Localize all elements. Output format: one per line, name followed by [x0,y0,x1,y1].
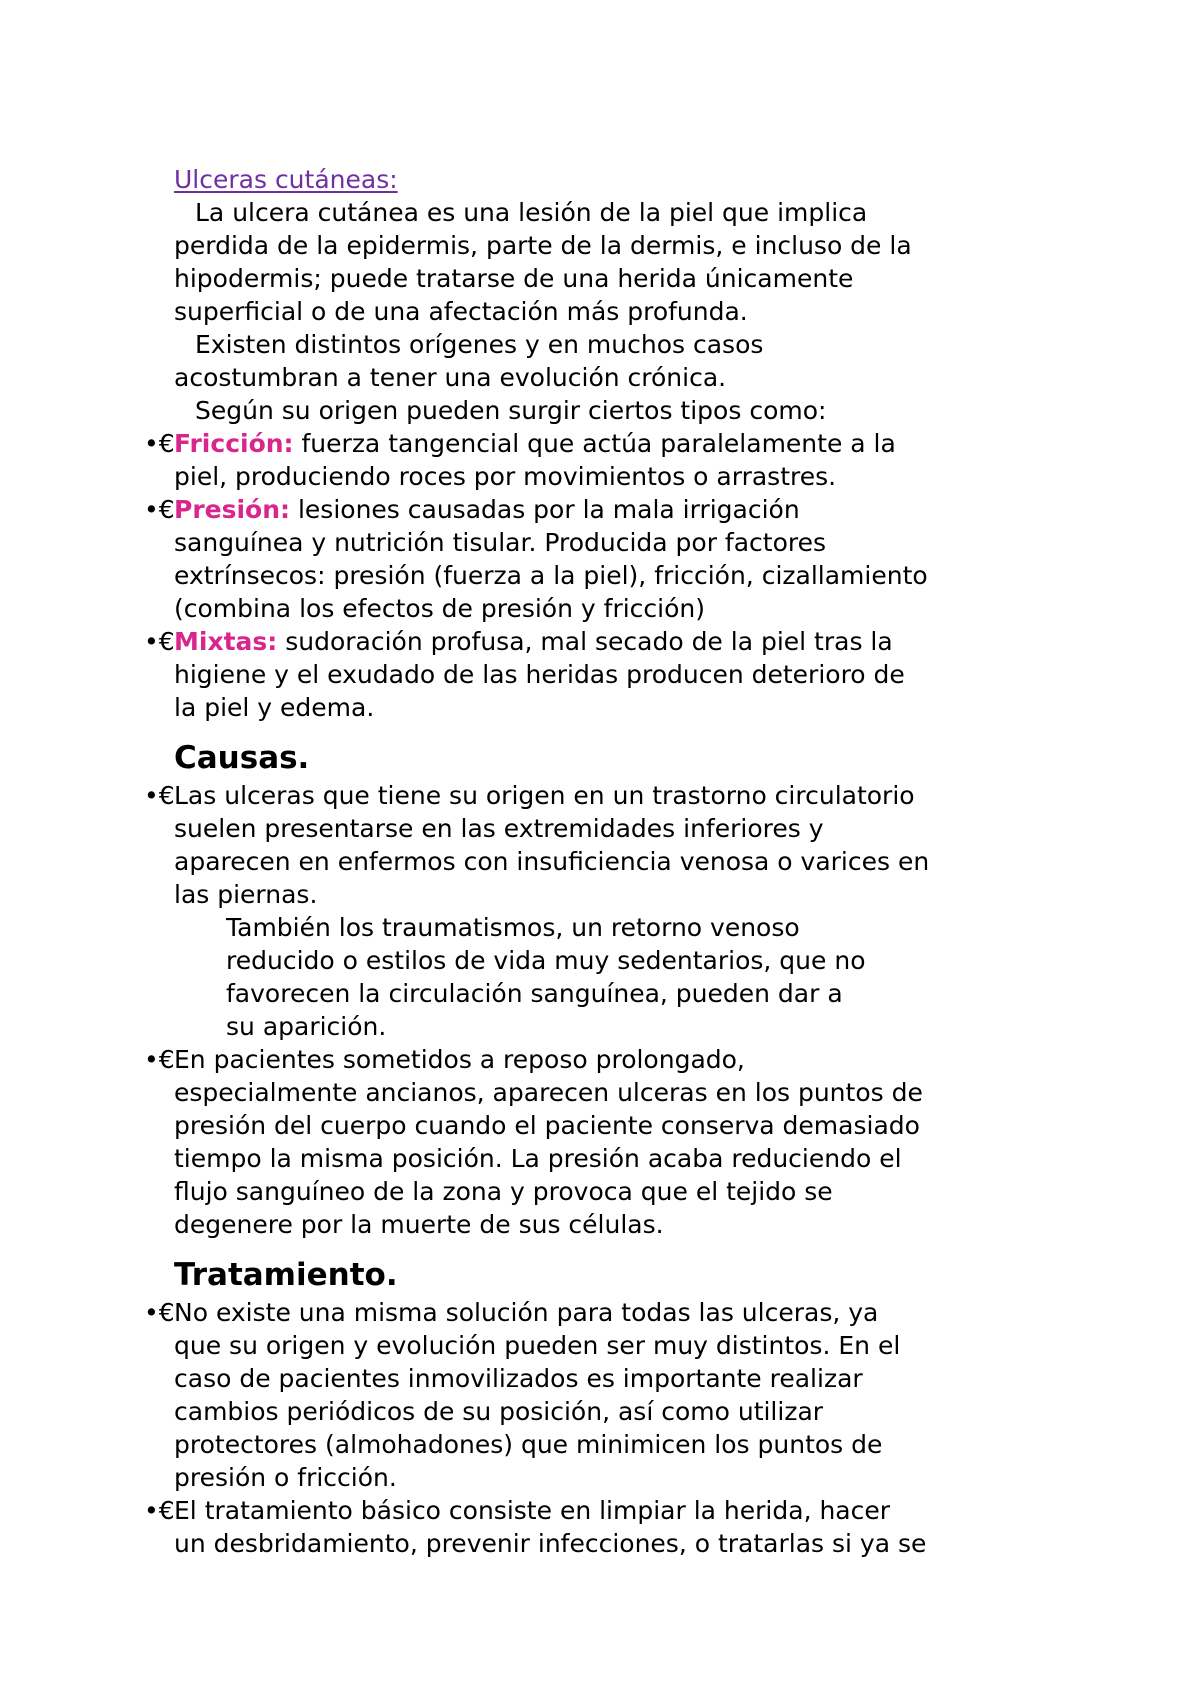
intro-p1-line: La ulcera cutánea es una lesión de la piel que implica [195,198,868,227]
type-desc-line: sanguínea y nutrición tisular. Producida por factores [174,528,827,557]
bullet-icon: •€ [144,495,175,524]
bullet-icon: •€ [144,781,175,810]
bullet-text-line: protectores (almohadones) que minimicen los puntos de [174,1430,883,1459]
type-desc-line: (combina los efectos de presión y fricción) [174,594,705,623]
tratamiento-bullet-1 [144,1296,1074,1329]
type-item-mixtas [144,625,1074,658]
bullet-text-line: aparecen en enfermos con insuficiencia venosa o varices en [174,847,930,876]
type-item-friccion [144,427,1074,460]
type-term: Fricción: [174,429,294,458]
bullet-text-line: especialmente ancianos, aparecen ulceras en los puntos de [174,1078,923,1107]
causas-sub-line: su aparición. [226,1012,387,1041]
bullet-icon: •€ [144,627,175,656]
intro-p1-line: hipodermis; puede tratarse de una herida únicamente [174,264,854,293]
type-desc-line: extrínsecos: presión (fuerza a la piel), fricción, cizallamiento [174,561,928,590]
type-desc: fuerza tangencial que actúa paralelamente a la [293,429,896,458]
type-desc-line: la piel y edema. [174,693,375,722]
intro-p3-line: Según su origen pueden surgir ciertos tipos como: [195,396,827,425]
intro-p2-line: acostumbran a tener una evolución crónica. [174,363,727,392]
bullet-text-line: caso de pacientes inmovilizados es importante realizar [174,1364,863,1393]
type-desc: sudoración profusa, mal secado de la piel tras la [277,627,893,656]
document-title: Ulceras cutáneas: [174,165,398,194]
bullet-text: No existe una misma solución para todas las ulceras, ya [174,1298,879,1327]
causas-sub-line: También los traumatismos, un retorno venoso [226,913,800,942]
causas-sub-line: favorecen la circulación sanguínea, pueden dar a [226,979,843,1008]
bullet-text-line: las piernas. [174,880,318,909]
bullet-text: En pacientes sometidos a reposo prolongado, [174,1045,745,1074]
type-term: Presión: [174,495,291,524]
intro-p2-line: Existen distintos orígenes y en muchos casos [195,330,764,359]
bullet-text-line: degenere por la muerte de sus células. [174,1210,664,1239]
bullet-text-line: que su origen y evolución pueden ser muy distintos. En el [174,1331,901,1360]
bullet-text-line: flujo sanguíneo de la zona y provoca que el tejido se [174,1177,833,1206]
type-desc-line: higiene y el exudado de las heridas producen deterioro de [174,660,905,689]
bullet-icon: •€ [144,1298,175,1327]
causas-bullet-1 [144,779,1074,812]
bullet-icon: •€ [144,1045,175,1074]
tratamiento-bullet-2 [144,1494,1074,1527]
section-heading-causas: Causas. [174,740,310,776]
bullet-text-line: presión del cuerpo cuando el paciente conserva demasiado [174,1111,920,1140]
bullet-text-line: cambios periódicos de su posición, así como utilizar [174,1397,824,1426]
type-term: Mixtas: [174,627,278,656]
bullet-text: El tratamiento básico consiste en limpiar la herida, hacer [174,1496,891,1525]
intro-p1-line: superficial o de una afectación más profunda. [174,297,748,326]
causas-sub-line: reducido o estilos de vida muy sedentarios, que no [226,946,866,975]
document-body [144,163,1074,1560]
causas-bullet-2 [144,1043,1074,1076]
type-item-presion [144,493,1074,526]
bullet-text-line: tiempo la misma posición. La presión acaba reduciendo el [174,1144,902,1173]
section-heading-tratamiento: Tratamiento. [174,1257,398,1293]
bullet-text-line: presión o fricción. [174,1463,397,1492]
bullet-text-line: suelen presentarse en las extremidades inferiores y [174,814,824,843]
bullet-icon: •€ [144,429,175,458]
type-desc-line: piel, produciendo roces por movimientos o arrastres. [174,462,837,491]
bullet-icon: •€ [144,1496,175,1525]
intro-p1-line: perdida de la epidermis, parte de la dermis, e incluso de la [174,231,912,260]
type-desc: lesiones causadas por la mala irrigación [290,495,800,524]
bullet-text-line: un desbridamiento, prevenir infecciones, o tratarlas si ya se [174,1529,927,1558]
bullet-text: Las ulceras que tiene su origen en un trastorno circulatorio [174,781,915,810]
